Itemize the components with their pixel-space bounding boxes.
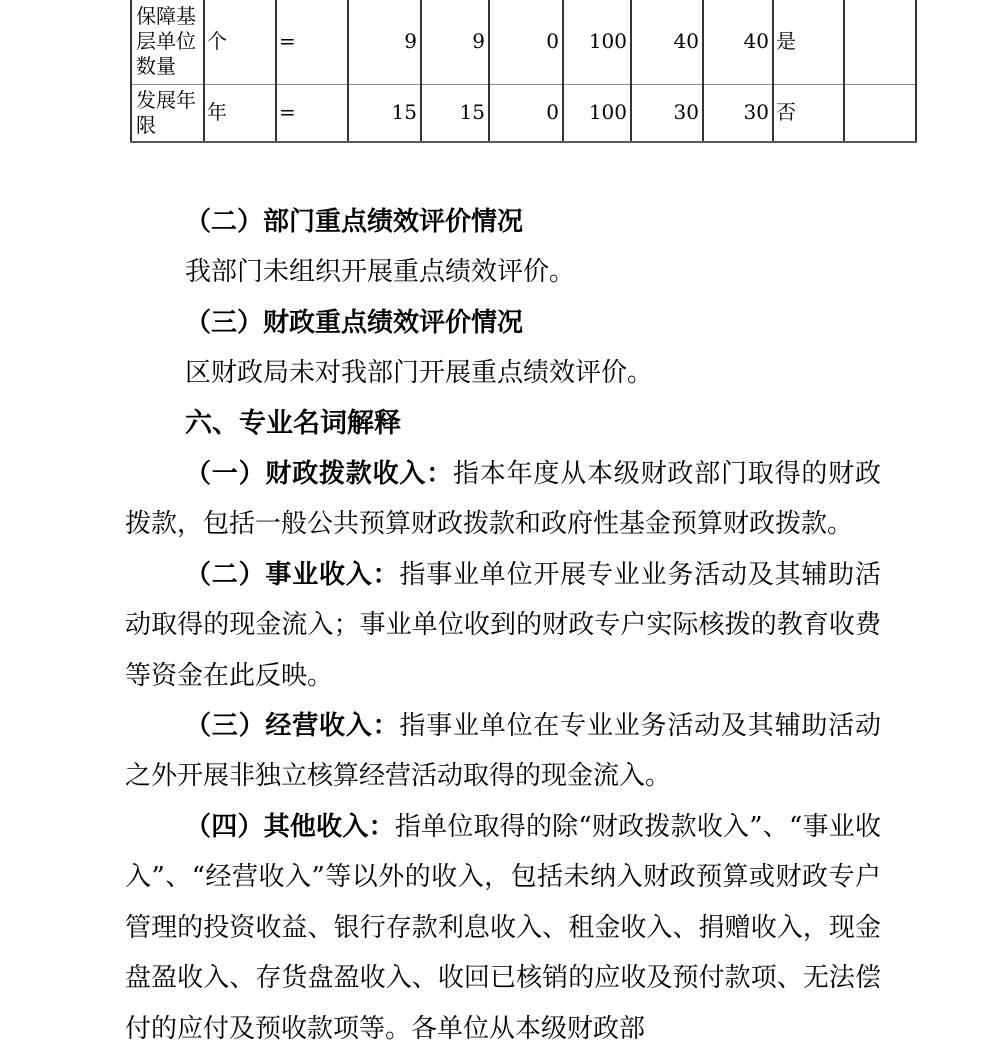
table-row — [131, 84, 916, 142]
extra-cell — [844, 84, 916, 142]
value-cell: 40 — [703, 0, 773, 84]
term-lead: （一）财政拨款收入： — [185, 459, 453, 490]
term-definition: （三）经营收入：指事业单位在专业业务活动及其辅助活动之外开展非独立核算经营活动取得的现金流入。 — [125, 711, 881, 792]
value-cell: 15 — [421, 84, 489, 142]
paragraph: 我部门未组织开展重点绩效评价。 — [185, 257, 576, 288]
paragraph: 区财政局未对我部门开展重点绩效评价。 — [185, 358, 654, 389]
chapter-heading: 六、专业名词解释 — [185, 407, 401, 439]
term-definition: （二）事业收入：指事业单位开展专业业务活动及其辅助活动取得的现金流入；事业单位收到的财政专户实际核拨的教育收费等资金在此反映。 — [125, 559, 881, 691]
term-lead: （三）经营收入： — [185, 711, 400, 742]
unit-cell: 个 — [204, 0, 276, 84]
value-cell: 9 — [421, 0, 489, 84]
value-cell: 100 — [563, 0, 631, 84]
indicator-table-body — [131, 0, 916, 142]
indicator-name-cell: 发展年限 — [131, 84, 204, 142]
table-row — [131, 0, 916, 84]
operator-cell: = — [276, 0, 348, 84]
term-definition: （四）其他收入：指单位取得的除“财政拨款收入”、“事业收入”、“经营收入”等以外的收入，包括未纳入财政预算或财政专户管理的投资收益、银行存款利息收入、租金收入、捐赠收入，现金盘盈收入、存货盘盈收入、收回已核销的应收及预付款项、无法偿付的应付及预收款项等。各单位从本级财政部 — [125, 811, 881, 1044]
extra-cell — [844, 0, 916, 84]
value-cell: 40 — [631, 0, 703, 84]
value-cell: 0 — [489, 84, 563, 142]
flag-cell: 否 — [773, 84, 844, 142]
document-body — [125, 197, 881, 1054]
value-cell: 9 — [348, 0, 421, 84]
section-heading: （二）部门重点绩效评价情况 — [185, 207, 524, 237]
value-cell: 15 — [348, 84, 421, 142]
flag-cell: 是 — [773, 0, 844, 84]
value-cell: 100 — [563, 84, 631, 142]
unit-cell: 年 — [204, 84, 276, 142]
section-heading: （三）财政重点绩效评价情况 — [185, 307, 524, 338]
value-cell: 0 — [489, 0, 563, 84]
term-lead: （二）事业收入： — [185, 559, 400, 590]
term-definition: （一）财政拨款收入：指本年度从本级财政部门取得的财政拨款，包括一般公共预算财政拨款和政府性基金预算财政拨款。 — [125, 459, 881, 540]
term-lead: （四）其他收入： — [185, 811, 395, 842]
performance-indicator-table — [130, 0, 917, 143]
value-cell: 30 — [631, 84, 703, 142]
value-cell: 30 — [703, 84, 773, 142]
operator-cell: = — [276, 84, 348, 142]
indicator-name-cell: 保障基层单位数量 — [131, 0, 204, 84]
